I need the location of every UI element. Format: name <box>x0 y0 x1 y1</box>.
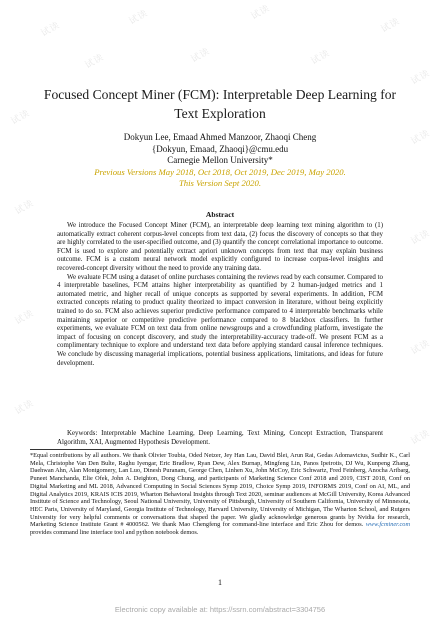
watermark: 试读 <box>409 68 432 88</box>
watermark: 试读 <box>189 46 212 66</box>
page-number: 1 <box>218 578 222 587</box>
watermark: 试读 <box>39 20 62 40</box>
version-note <box>30 167 410 189</box>
title-line: Focused Concept Miner (FCM): Interpretable Deep Learning for <box>43 87 397 102</box>
watermark: 试读 <box>379 16 402 36</box>
watermark: 试读 <box>409 338 432 358</box>
footnote-text: *Equal contributions by all authors. We thank Olivier Toubia, Oded Netzer, Jey Han Lau, David Blei, Arun Rai, Gedas Adomavicius, Sudhir K., Carl Mela, Christophe Van Den Bulte, Raghu Iyengar, Eric Bradlow, Ryan Dew, Alex Burnap, Mingfeng Lin, Panos Ipeirotis, DJ Wu, Kunpeng Zhang, Daehwan Ahn, Alan Montgomery, Lan Luo, Dinesh Puranam, George Chen, Linhen Xu, John McCoy, Eric Schwartz, Fred Feinberg, Anocha Aribarg, Puneet Manchanda, Elie Ofek, John A. Deighton, Dong Chung, and participants of Marketing Science Conf 2018 and 2019, CIST 2018, Conf on Digital Marketing and ML 2018, Advanced Computing in Social Sciences Symp 2019, Choice Symp 2019, INFORMS 2019, Conf on AI, ML, and Digital Analytics 2019, KRAIS ICIS 2019, Wharton Behavioral Insights through Text 2020, seminar audiences at McGill University, Korea Advanced Institute of Science and Technology, Seoul National University, University of Pittsburgh, University of Southern California, University of Minnesota, HEC Paris, University of Maryland, Georgia Institute of Technology, Harvard University, University of Michigan, The Wharton School, and Rutgers University for very helpful comments or conversations that shaped the paper. We gladly acknowledge generous grants by Nvidia for research, Marketing Science Institute Grant # 4000562. We thank Mao Chengfeng for command-line interface and Eric Zhou for demos. <box>30 452 410 529</box>
footnote <box>30 452 410 537</box>
paper-title <box>40 85 400 123</box>
abstract <box>57 222 383 368</box>
title-line: Text Exploration <box>174 106 266 121</box>
fcminer-link[interactable]: www.fcminer.com <box>365 521 410 529</box>
watermark: 试读 <box>309 48 332 68</box>
footnote-end: provides command line interface tool and python notebook demos. <box>30 529 199 537</box>
watermark: 试读 <box>9 108 32 128</box>
emails: {Dokyun, Emaad, Zhaoqi}@cmu.edu <box>151 143 289 154</box>
keywords: Keywords: Interpretable Machine Learning, Deep Learning, Text Mining, Concept Extraction, Transparent Algorithm, XAI, Augmented Hypothesis Development. <box>57 430 383 446</box>
versions-previous: Previous Versions May 2018, Oct 2018, Oct 2019, Dec 2019, May 2020. <box>94 166 346 177</box>
watermark: 试读 <box>13 398 36 418</box>
watermark: 试读 <box>249 3 272 23</box>
versions-current: This Version Sept 2020. <box>178 177 262 188</box>
watermark: 试读 <box>127 8 150 28</box>
footnote-rule <box>30 449 140 450</box>
watermark: 试读 <box>409 228 432 248</box>
watermark: 试读 <box>409 128 432 148</box>
ssrn-footer: Electronic copy available at: https://ssrn.com/abstract=3304756 <box>114 605 326 614</box>
watermark: 试读 <box>83 52 106 72</box>
authors: Dokyun Lee, Emaad Ahmed Manzoor, Zhaoqi Cheng <box>123 132 317 142</box>
author-block <box>30 132 410 189</box>
affiliation: Carnegie Mellon University* <box>167 155 273 165</box>
abstract-heading: Abstract <box>205 210 235 219</box>
watermark: 试读 <box>13 308 36 328</box>
watermark: 试读 <box>13 198 36 218</box>
abstract-paragraph-2: We evaluate FCM using a dataset of online purchases containing the reviews read by each consumer. Compared to 4 interpretable baselines, FCM attains higher interpretability as quantified by 2 human-judged metrics and 1 automated metric, and higher recall of unique concepts as supported by several experiments. In addition, FCM extracted concepts relating to product quality theorized to impact conversion in literature, without being explicitly trained to do so. FCM also achieves superior predictive performance compared to 4 interpretable benchmarks while maintaining superior or competitive predictive performance compared to 8 blackbox classifiers. In further experiments, we evaluate FCM on text data from online newsgroups and a crowdfunding platform, investigate the impact of focusing on concept discovery, and study the interpretability-accuracy trade-off. We present FCM as a complimentary technique to explore and understand text data before applying standard causal inference techniques. We conclude by discussing managerial implications, potential business applications, limitations, and ideas for future development. <box>57 273 383 367</box>
watermark: 试读 <box>409 428 432 448</box>
abstract-paragraph-1: We introduce the Focused Concept Miner (FCM), an interpretable deep learning text mining algorithm to (1) automatically extract coherent corpus-level concepts from text data, (2) focus the discovery of concepts so that they are highly correlated to the user-specified outcome, and (3) quantify the concept correlational importance to outcome. FCM is used to explore and potentially extract apriori unknown concepts from text that may explain business outcome. FCM is a custom neural network model explicitly configured to increase corpus-level insights and recovered-concept diversity without the need to provide any training data. <box>57 222 383 272</box>
